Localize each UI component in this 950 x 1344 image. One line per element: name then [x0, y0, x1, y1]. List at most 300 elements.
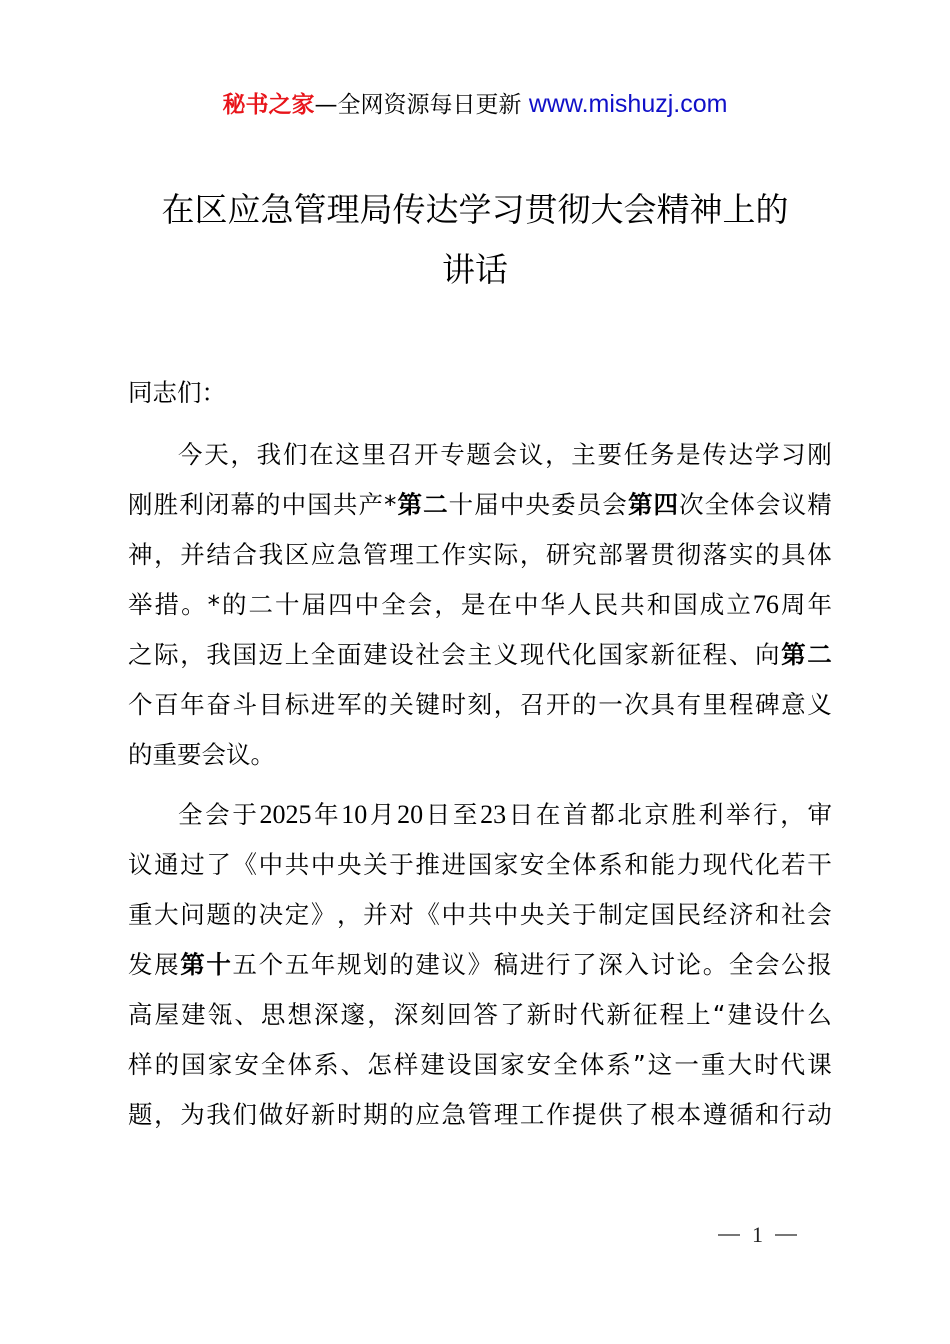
text-glyph: 议 [441, 950, 466, 979]
text-glyph: 是 [460, 590, 486, 619]
text-glyph: 大 [727, 1050, 752, 1079]
text-glyph: 五 [232, 950, 257, 979]
text-glyph: 代 [546, 640, 571, 669]
text-glyph: 这 [647, 1050, 673, 1079]
text-glyph: 际 [493, 540, 519, 569]
text-glyph: 的 [221, 590, 247, 619]
text-glyph: 设 [446, 1050, 472, 1079]
text-glyph: 23 [480, 800, 507, 829]
text-glyph: 迈 [258, 640, 284, 669]
text-glyph: 的 [256, 490, 281, 519]
text-glyph: ， [519, 540, 545, 569]
text-glyph: 区 [284, 540, 310, 569]
text-glyph: 建 [727, 1000, 752, 1029]
text-glyph: 理 [389, 540, 414, 569]
text-glyph: 入 [624, 950, 649, 979]
text-glyph: 我 [258, 540, 284, 569]
text-glyph: 议 [128, 850, 153, 879]
text-glyph: 进 [441, 850, 466, 879]
text-glyph: ， [545, 440, 570, 469]
text-glyph: 四 [328, 590, 353, 619]
text-glyph: 全 [546, 850, 571, 879]
text-glyph: 管 [467, 1100, 493, 1129]
text-glyph: 二 [248, 590, 273, 619]
text-glyph: 题 [466, 440, 491, 469]
text-glyph: 中 [513, 590, 539, 619]
text-glyph: * [207, 590, 220, 619]
text-glyph: 年 [310, 950, 336, 979]
text-glyph: 和 [624, 850, 649, 879]
text-glyph: 现 [702, 850, 728, 879]
text-line [128, 1090, 832, 1140]
text-glyph: 精 [807, 490, 832, 519]
text-line [128, 480, 832, 530]
text-glyph: 了 [500, 1000, 525, 1029]
text-glyph: 国 [473, 1050, 499, 1079]
page-number [718, 1222, 797, 1248]
text-line [128, 840, 832, 890]
text-glyph: 新 [650, 640, 675, 669]
text-glyph: 中 [281, 490, 307, 519]
text-glyph: ， [154, 540, 179, 569]
text-glyph: 并 [363, 900, 388, 929]
site-url-link[interactable]: www.mishuzj.com [528, 90, 728, 118]
text-glyph: 系 [598, 850, 623, 879]
text-glyph: 一 [674, 1050, 699, 1079]
text-glyph: 成 [699, 590, 725, 619]
text-line [128, 890, 832, 940]
text-glyph: 中 [310, 850, 336, 879]
text-glyph: 为 [180, 1100, 205, 1129]
text-glyph: 第 [397, 490, 422, 519]
text-glyph: 深 [314, 1000, 339, 1029]
text-glyph: 合 [232, 540, 257, 569]
text-glyph: 么 [807, 1000, 832, 1029]
text-glyph: 个 [128, 690, 153, 719]
text-glyph: 专 [440, 440, 465, 469]
text-glyph: 碑 [755, 690, 780, 719]
text-glyph: 的 [154, 1050, 180, 1079]
text-glyph: 体 [287, 1050, 312, 1079]
text-glyph: 重 [700, 1050, 726, 1079]
text-glyph: 百 [154, 690, 179, 719]
text-glyph: 彻 [676, 540, 702, 569]
text-glyph: 央 [519, 900, 545, 929]
text-glyph: 建 [415, 950, 440, 979]
text-glyph: 。 [702, 950, 728, 979]
text-glyph: 有 [676, 690, 702, 719]
text-glyph: 五 [284, 950, 310, 979]
text-glyph: 胜 [153, 490, 179, 519]
text-glyph: 的 [755, 540, 780, 569]
text-glyph: 和 [646, 590, 672, 619]
text-glyph: 了 [572, 950, 597, 979]
paragraph-2 [128, 790, 832, 1140]
text-glyph: 工 [415, 540, 440, 569]
text-glyph: 代 [780, 1050, 806, 1079]
text-glyph: 贯 [650, 540, 675, 569]
text-glyph: 《 [415, 900, 440, 929]
text-glyph: 神 [128, 540, 153, 569]
text-glyph: 中 [441, 900, 466, 929]
text-glyph: 主 [467, 640, 493, 669]
text-glyph: 召 [387, 440, 413, 469]
text-glyph: 的 [363, 690, 388, 719]
text-glyph: 。 [181, 590, 206, 619]
text-glyph: 化 [572, 640, 597, 669]
text-line [128, 730, 832, 780]
text-glyph: 日 [508, 800, 534, 829]
text-glyph: 了 [206, 850, 231, 879]
page-number-value: 1 [752, 1222, 763, 1247]
text-glyph: 全 [728, 950, 754, 979]
text-glyph: 的 [572, 690, 597, 719]
text-glyph: 问 [180, 900, 205, 929]
text-glyph: 全 [704, 490, 730, 519]
text-glyph: 通 [154, 850, 179, 879]
text-glyph: 议 [226, 740, 251, 769]
text-glyph: 什 [780, 1000, 806, 1029]
text-glyph: 第 [781, 640, 806, 669]
text-glyph: 对 [389, 900, 414, 929]
text-glyph: 新 [526, 1000, 552, 1029]
text-glyph: 在 [535, 800, 561, 829]
text-glyph: 急 [441, 1100, 466, 1129]
text-glyph: 报 [807, 950, 832, 979]
text-glyph: 日 [425, 800, 451, 829]
text-glyph: 急 [337, 540, 362, 569]
text-glyph: 刚 [128, 490, 153, 519]
text-glyph: 究 [572, 540, 597, 569]
text-glyph: 建 [420, 1050, 445, 1079]
text-glyph: 次 [679, 490, 704, 519]
text-glyph: 会 [755, 490, 781, 519]
text-glyph: 代 [579, 1000, 605, 1029]
text-glyph: 利 [179, 490, 204, 519]
text-glyph: 刻 [467, 690, 493, 719]
text-glyph: 代 [728, 850, 754, 879]
text-glyph: 定 [284, 900, 310, 929]
text-glyph: 第 [180, 950, 205, 979]
text-glyph: 应 [415, 1100, 440, 1129]
dash-right [775, 1234, 797, 1236]
text-glyph: 划 [363, 950, 388, 979]
text-glyph: 社 [415, 640, 440, 669]
text-glyph: 开 [413, 440, 439, 469]
text-glyph: 和 [755, 900, 780, 929]
text-glyph: 社 [781, 900, 806, 929]
text-glyph: 我 [256, 440, 282, 469]
text-glyph: 年 [180, 690, 205, 719]
text-glyph: 全 [553, 1050, 578, 1079]
text-line [128, 680, 832, 730]
text-glyph: 会 [205, 800, 230, 829]
text-glyph: 北 [617, 800, 642, 829]
text-glyph: 时 [553, 1000, 578, 1029]
text-glyph: 署 [624, 540, 649, 569]
text-glyph: 程 [659, 1000, 685, 1029]
text-glyph: 会 [755, 950, 780, 979]
text-glyph: 建 [363, 640, 388, 669]
text-glyph: 课 [807, 1050, 832, 1079]
text-glyph: 决 [258, 900, 284, 929]
text-glyph: 家 [624, 640, 649, 669]
text-glyph: 任 [623, 440, 649, 469]
text-glyph: ” [632, 1050, 646, 1079]
text-glyph: 共 [467, 900, 493, 929]
text-glyph: 稿 [493, 950, 519, 979]
text-glyph: 开 [546, 690, 571, 719]
text-glyph: 是 [676, 440, 701, 469]
text-glyph: 、 [728, 640, 754, 669]
text-line [128, 790, 832, 840]
text-glyph: 的 [232, 900, 257, 929]
text-glyph: ， [780, 800, 805, 829]
text-glyph: 幕 [230, 490, 255, 519]
text-glyph: 际 [154, 640, 179, 669]
text-glyph: 里 [702, 690, 728, 719]
text-glyph: 目 [258, 690, 284, 719]
text-glyph: 干 [807, 850, 832, 879]
text-glyph: 遵 [702, 1100, 728, 1129]
text-glyph: 研 [546, 540, 571, 569]
text-glyph: 央 [525, 490, 550, 519]
text-line [128, 580, 832, 630]
text-glyph: 中 [354, 590, 380, 619]
text-glyph: ， [230, 440, 255, 469]
text-glyph: 们 [282, 440, 308, 469]
text-glyph: 军 [337, 690, 362, 719]
text-glyph: 胜 [671, 800, 697, 829]
text-glyph: 能 [650, 850, 675, 879]
text-glyph: 务 [649, 440, 675, 469]
text-glyph: 》 [467, 950, 493, 979]
text-glyph: 样 [128, 1050, 153, 1079]
text-glyph: 十 [206, 950, 231, 979]
text-glyph: 征 [632, 1000, 658, 1029]
text-glyph: ， [154, 1100, 179, 1129]
text-glyph: 》 [310, 900, 336, 929]
text-glyph: 重 [128, 900, 153, 929]
text-glyph: 民 [676, 900, 702, 929]
text-glyph: 十 [275, 590, 300, 619]
text-glyph: 都 [590, 800, 615, 829]
text-glyph: 上 [284, 640, 310, 669]
text-glyph: 议 [518, 440, 544, 469]
text-glyph: 时 [441, 690, 466, 719]
text-glyph: 和 [755, 1100, 780, 1129]
brand-name: 秘书之家 [222, 92, 315, 118]
text-glyph: 人 [567, 590, 592, 619]
text-glyph: 管 [363, 540, 388, 569]
text-glyph: 体 [572, 850, 597, 879]
text-glyph: 国 [307, 490, 332, 519]
text-glyph: 设 [389, 640, 414, 669]
text-glyph: 键 [415, 690, 440, 719]
text-glyph: ， [180, 640, 205, 669]
text-glyph: 建 [181, 1000, 206, 1029]
text-glyph: 京 [644, 800, 669, 829]
text-glyph: 举 [725, 800, 751, 829]
text-glyph: 四 [653, 490, 679, 519]
text-glyph: 主 [571, 440, 596, 469]
text-glyph: 想 [287, 1000, 312, 1029]
text-glyph: 规 [337, 950, 362, 979]
text-glyph: 化 [755, 850, 780, 879]
text-glyph: ， [493, 690, 519, 719]
text-glyph: 程 [702, 640, 728, 669]
text-glyph: 国 [467, 850, 493, 879]
text-glyph: 进 [310, 690, 336, 719]
text-glyph: 了 [624, 1100, 649, 1129]
text-glyph: 刚 [807, 440, 832, 469]
text-glyph: 我 [206, 640, 231, 669]
text-line [128, 1040, 832, 1090]
text-glyph: 深 [393, 1000, 419, 1029]
text-glyph: 部 [598, 540, 623, 569]
text-glyph: 至 [452, 800, 478, 829]
text-glyph: 一 [598, 690, 623, 719]
text-glyph: 学 [754, 440, 780, 469]
title-line-1: 在区应急管理局传达学习贯彻大会精神上的 [161, 190, 789, 229]
text-glyph: 提 [572, 1100, 597, 1129]
text-glyph: 中 [499, 490, 525, 519]
text-glyph: 。 [250, 740, 275, 769]
text-glyph: 时 [754, 1050, 779, 1079]
text-glyph: 题 [128, 1100, 153, 1129]
text-glyph: 样 [393, 1050, 419, 1079]
text-glyph: 作 [441, 540, 466, 569]
text-glyph: ， [337, 900, 362, 929]
text-glyph: 首 [563, 800, 588, 829]
text-glyph: 们 [232, 1100, 257, 1129]
text-glyph: 关 [389, 690, 414, 719]
text-glyph: 召 [519, 690, 545, 719]
text-glyph: 本 [676, 1100, 702, 1129]
text-glyph: 国 [232, 640, 257, 669]
text-glyph: 做 [258, 1100, 284, 1129]
text-glyph: 制 [598, 900, 623, 929]
text-glyph: 刻 [420, 1000, 445, 1029]
text-glyph: 论 [676, 950, 702, 979]
text-glyph: 怎 [367, 1050, 392, 1079]
text-glyph: 理 [493, 1100, 519, 1129]
text-glyph: 时 [337, 1100, 362, 1129]
text-glyph: 的 [128, 740, 153, 769]
text-line [128, 940, 832, 990]
text-glyph: 全 [310, 640, 336, 669]
text-glyph: 标 [284, 690, 310, 719]
document-title [0, 180, 950, 300]
text-glyph: 屋 [154, 1000, 180, 1029]
text-glyph: 2025 [259, 800, 312, 829]
text-glyph: 达 [728, 440, 754, 469]
greeting: 同志们： [128, 378, 226, 407]
text-glyph: 年 [314, 800, 339, 829]
text-glyph: 在 [309, 440, 334, 469]
text-glyph: 要 [177, 740, 202, 769]
text-glyph: 于 [389, 850, 414, 879]
text-glyph: 程 [728, 690, 754, 719]
text-glyph: 行 [546, 950, 571, 979]
text-glyph: 会 [492, 440, 518, 469]
text-glyph: 行 [753, 800, 778, 829]
text-glyph: 落 [702, 540, 728, 569]
text-glyph: 根 [650, 1100, 675, 1129]
text-glyph: 中 [493, 900, 519, 929]
text-glyph: 工 [519, 1100, 545, 1129]
text-glyph: 审 [807, 800, 832, 829]
text-glyph: 个 [258, 950, 284, 979]
text-glyph: 讨 [650, 950, 675, 979]
text-glyph: 之 [128, 640, 153, 669]
text-glyph: 义 [493, 640, 519, 669]
text-glyph: 措 [154, 590, 180, 619]
text-glyph: 会 [407, 590, 433, 619]
text-glyph: 奋 [206, 690, 231, 719]
text-glyph: 共 [284, 850, 310, 879]
text-glyph: 里 [361, 440, 387, 469]
text-glyph: 习 [781, 440, 806, 469]
text-glyph: 的 [389, 1100, 414, 1129]
text-glyph: 会 [602, 490, 627, 519]
text-glyph: 十 [448, 490, 474, 519]
text-glyph: “ [712, 1000, 726, 1029]
text-glyph: 瓴 [207, 1000, 233, 1029]
text-glyph: 立 [726, 590, 751, 619]
title-line-2: 讲话 [442, 250, 508, 289]
text-glyph: 邃 [340, 1000, 366, 1029]
site-header [0, 88, 950, 121]
text-glyph: 国 [673, 590, 698, 619]
text-glyph: 体 [807, 540, 832, 569]
text-glyph: 家 [493, 850, 519, 879]
text-glyph: 第 [627, 490, 653, 519]
text-glyph: 会 [201, 740, 226, 769]
text-glyph: 体 [730, 490, 755, 519]
text-glyph: 央 [337, 850, 362, 879]
text-glyph: 义 [807, 690, 832, 719]
text-glyph: 回 [446, 1000, 472, 1029]
text-glyph: 斗 [232, 690, 257, 719]
text-glyph: 济 [728, 900, 754, 929]
text-glyph: 月 [369, 800, 395, 829]
text-glyph: 大 [154, 900, 179, 929]
text-glyph: 民 [593, 590, 619, 619]
text-glyph: 全 [260, 1050, 286, 1079]
text-glyph: 答 [473, 1000, 499, 1029]
text-glyph: 经 [702, 900, 728, 929]
text-glyph: 《 [232, 850, 257, 879]
text-glyph: 应 [310, 540, 336, 569]
dash-left [718, 1234, 740, 1236]
text-glyph: 过 [180, 850, 205, 879]
text-glyph: 题 [206, 900, 231, 929]
paragraph-1 [128, 430, 832, 780]
text-glyph: ， [367, 1000, 392, 1029]
text-glyph: 国 [181, 1050, 206, 1079]
text-glyph: 具 [781, 540, 806, 569]
text-glyph: 进 [519, 950, 545, 979]
text-glyph: 上 [686, 1000, 711, 1029]
text-glyph: 关 [363, 850, 388, 879]
text-glyph: 员 [576, 490, 602, 519]
text-glyph: 周 [780, 590, 806, 619]
text-glyph: * [384, 490, 397, 519]
text-glyph: 系 [314, 1050, 339, 1079]
text-glyph: 次 [624, 690, 649, 719]
text-glyph: 届 [301, 590, 327, 619]
